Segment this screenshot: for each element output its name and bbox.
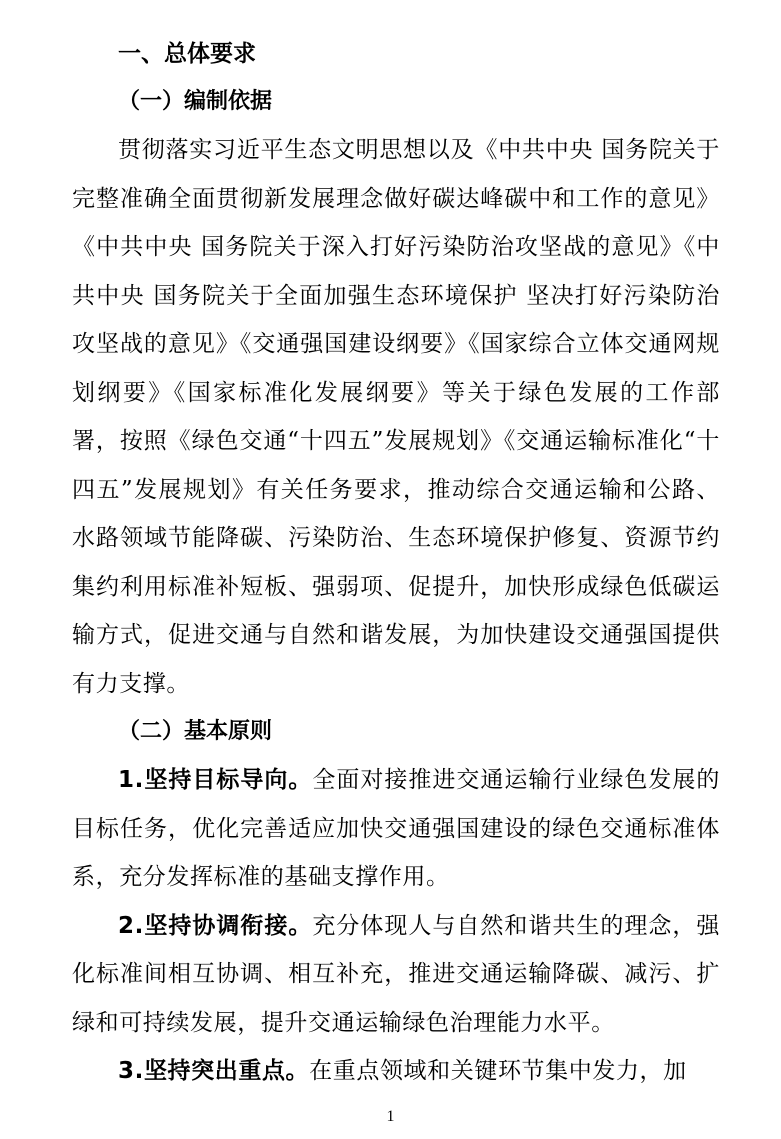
principle-text-1: 全面对接推进交通运输行业绿色发展的目标任务，优化完善适应加快交通强国建设的绿色交通标准体系，充分发挥标准的基础支撑作用。 [72, 767, 720, 890]
document-page [72, 30, 720, 1096]
principle-item-2 [72, 902, 720, 1048]
principle-text-2: 充分体现人与自然和谐共生的理念，强化标准间相互协调、相互补充，推进交通运输降碳、减污、扩绿和可持续发展，提升交通运输绿色治理能力水平。 [72, 912, 720, 1036]
principle-text-3: 在重点领域和关键环节集中发力，加 [309, 1058, 687, 1084]
subsection-title-principles: （二）基本原则 [118, 719, 273, 744]
principle-item-3 [72, 1047, 720, 1096]
page-number: 1 [386, 1108, 395, 1125]
principle-lead-3: 3.坚持突出重点。 [118, 1058, 310, 1084]
principle-item-1 [72, 756, 720, 902]
subsection-title-basis: （一）编制依据 [118, 89, 273, 114]
section-title: 一、总体要求 [118, 41, 256, 67]
principle-lead-1: 1.坚持目标导向。 [118, 767, 313, 793]
principle-lead-2: 2.坚持协调衔接。 [118, 912, 313, 939]
paragraph-basis: 贯彻落实习近平生态文明思想以及《中共中央 国务院关于完整准确全面贯彻新发展理念做好碳达峰碳中和工作的意见》《中共中央 国务院关于深入打好污染防治攻坚战的意见》《中共中央 国务院关于全面加强生态环境保护 坚决打好污染防治攻坚战的意见》《交通强国建设纲要》《国家综合立体交通网规划纲要》《国家标准化发展纲要》等关于绿色发展的工作部署，按照《绿色交通“十四五”发展规划》《交通运输标准化“十四五”发展规划》有关任务要求，推动综合交通运输和公路、水路领域节能降碳、污染防治、生态环境保护修复、资源节约集约利用标准补短板、强弱项、促提升，加快形成绿色低碳运输方式，促进交通与自然和谐发展，为加快建设交通强国提供有力支撑。 [72, 137, 720, 697]
